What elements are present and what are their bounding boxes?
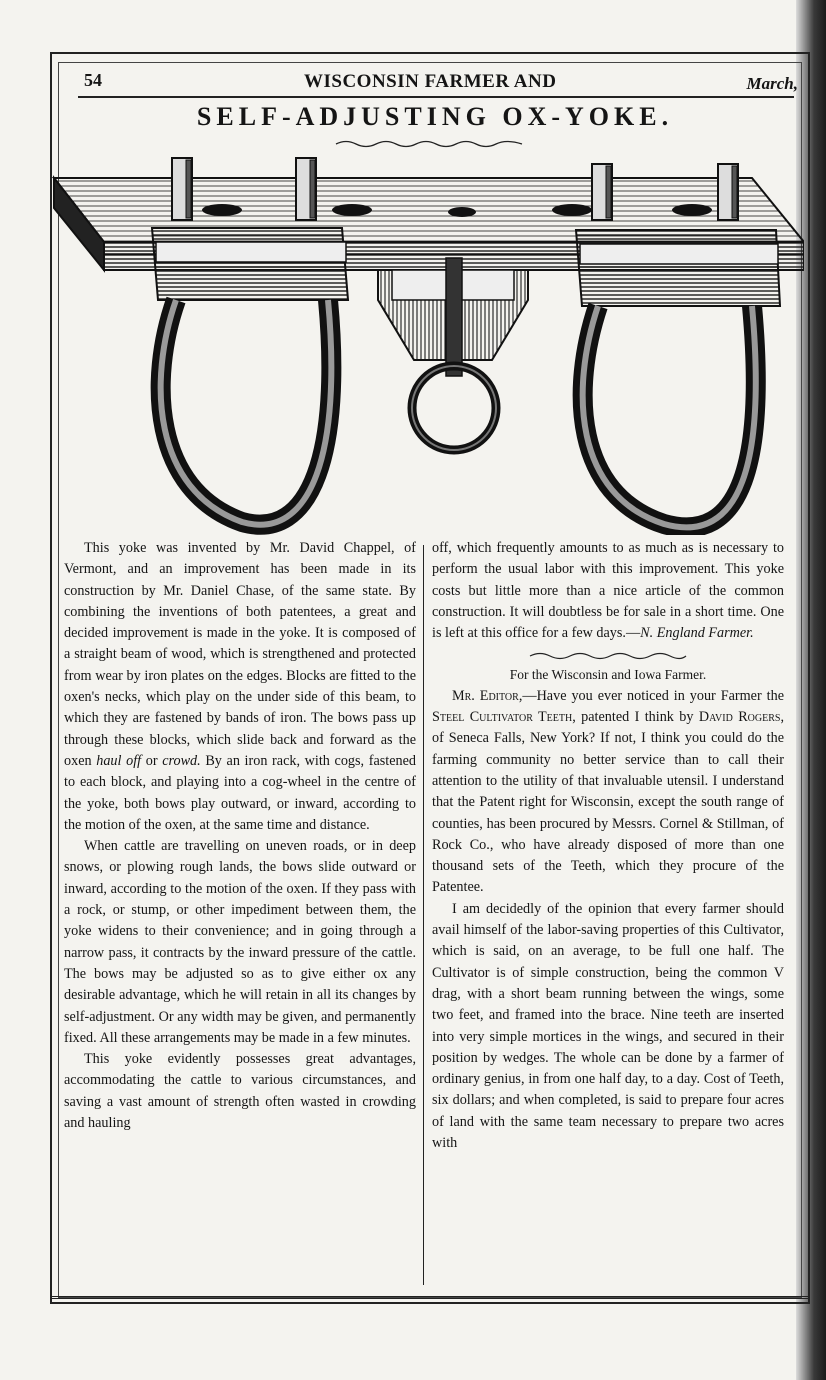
text-run: of Seneca Falls, New York? If not, I think you could do the farming community no better service than to call their attention to the utility of that invaluable utensil. I understand that the Patent right for Wisconsin, except the south range of counties, has been procured by Messrs. Cornel & Stillman, of Rock Co., who have already disposed of more than one thousand sets of the Teeth, which they procure of the Patentee. [432, 730, 784, 896]
emphasis-text: crowd. [162, 752, 201, 769]
text-run: By an iron rack, with cogs, fastened to each block, and playing into a cog-wheel in the centre of the yoke, both bows play outward, or inward, according to the motion of the oxen, at the same time and distance. [64, 752, 416, 833]
paragraph [64, 538, 416, 836]
page-number: 54 [84, 70, 102, 90]
issue-month: March, [746, 74, 798, 93]
page-bottom-rule [50, 1296, 810, 1299]
paragraph [432, 538, 784, 644]
source-credit: N. England Farmer. [640, 625, 754, 642]
article-title: SELF-ADJUSTING OX-YOKE. [196, 102, 674, 131]
journal-title: WISCONSIN FARMER AND [304, 71, 557, 92]
text-run: —Have you ever noticed in your Farmer the [522, 687, 784, 704]
paragraph: This yoke evidently possesses great advantages, accommodating the cattle to various circumstances, and saving a vast amount of strength often wasted in crowding and hauling [64, 1051, 416, 1132]
paragraph [432, 686, 784, 899]
text-run: or [141, 752, 163, 769]
text-column-left [64, 538, 416, 1134]
product-name: Steel Cultivator Teeth, [432, 709, 576, 726]
paragraph: I am decidedly of the opinion that every farmer should avail himself of the labor-saving properties of this Cultivator, which is said, on an average, to be full one half. The Cultivator is of simple construction, being the common V drag, with a short beam running between the wings, some two feet, and framed into the brace. Nine teeth are inserted into very simple mortices in the wings, and secured in their position by wedges. The whole can be done by a farmer of ordinary genius, in from one half day, to a day. Cost of Teeth, six dollars; and when completed, is said to prepare four acres of land with the same team necessary to prepare two acres with [432, 900, 784, 1152]
letter-byline: For the Wisconsin and Iowa Farmer. [509, 667, 707, 683]
emphasis-text: haul off [96, 752, 142, 769]
ox-yoke-illustration [52, 150, 804, 535]
title-ornament [334, 138, 524, 150]
inventor-name: David Rogers, [698, 709, 784, 726]
column-divider [423, 545, 424, 1285]
header-rule [78, 96, 794, 98]
text-run: patented I think by [575, 709, 699, 726]
text-run: off, which frequently amounts to as much as is necessary to perform the usual labor with this improvement. This yoke costs but little more than a nice article of the common construction. It will doubtless be for sale in a short time. One is left at this office for a few days.— [432, 540, 784, 642]
text-run: This yoke was invented by Mr. David Chappel, of Vermont, and an improvement has been made in its construction by Mr. Daniel Chase, of the same state. By combining the inventions of both patentees, a great and decided improvement is made in the yoke. It is composed of a straight beam of wood, which is strengthened and protected from wear by iron plates on the edges. Blocks are fitted to the oxen's necks, which play on the under side of this beam, to which they are fastened by bands of iron. The bows pass up through these blocks, which slide back and forward as the oxen [64, 540, 416, 769]
text-column-right [432, 538, 784, 1154]
salutation: Mr. Editor, [452, 687, 523, 704]
paragraph: When cattle are travelling on uneven roads, or in deep snows, or plowing rough lands, the bows slide outward or inward, according to the motion of the oxen. If they pass with a rock, or stump, or other impediment between them, the yoke widens to their convenience; and in going through a narrow pass, it contracts by the inward pressure of the cattle. The bows may be adjusted so as to give either ox any desirable advantage, which he will retain in all its changes by self-adjustment. Or any width may be given, and permanently fixed. All these arrangements may be made in a few minutes. [64, 838, 416, 1046]
running-header [84, 68, 798, 96]
section-ornament [528, 650, 688, 662]
